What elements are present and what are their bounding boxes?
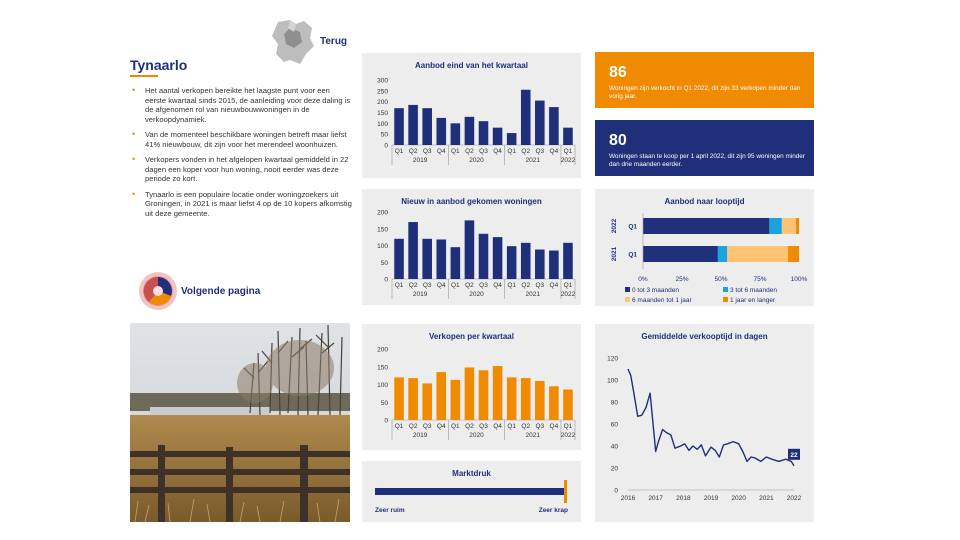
kpi-value: 80 bbox=[609, 132, 627, 149]
bar bbox=[535, 381, 545, 420]
x-tick-label: Q3 bbox=[479, 423, 488, 430]
x-tick-label: Q1 bbox=[563, 423, 573, 430]
x-group-label: 2019 bbox=[412, 291, 428, 298]
row-quarter-label: Q1 bbox=[628, 251, 637, 259]
x-tick-label: 100% bbox=[790, 276, 808, 283]
x-group-label: 2019 bbox=[412, 432, 428, 439]
bar bbox=[436, 372, 446, 420]
stacked-bar-segment bbox=[796, 218, 799, 234]
x-tick-label: Q1 bbox=[507, 148, 516, 155]
bar bbox=[521, 90, 531, 145]
x-group-label: 2022 bbox=[560, 291, 576, 298]
y-tick-label: 50 bbox=[380, 399, 388, 407]
y-tick-label: 20 bbox=[610, 465, 618, 473]
bar bbox=[479, 121, 489, 145]
bar bbox=[563, 389, 573, 420]
row-year-label: 2022 bbox=[611, 218, 618, 234]
chart-title: Verkopen per kwartaal bbox=[429, 332, 514, 341]
x-tick-label: Q4 bbox=[436, 148, 446, 155]
x-tick-label: 2020 bbox=[731, 495, 746, 502]
chart-aanbod bbox=[362, 53, 581, 178]
y-tick-label: 150 bbox=[377, 110, 388, 117]
page-title: Tynaarlo bbox=[130, 57, 188, 73]
stacked-bar-segment bbox=[769, 218, 781, 234]
x-tick-label: Q3 bbox=[422, 423, 432, 430]
chart-nieuw bbox=[362, 189, 581, 305]
stacked-bar-segment bbox=[788, 246, 799, 262]
x-tick-label: Q4 bbox=[549, 423, 559, 430]
x-tick-label: Q1 bbox=[563, 148, 573, 155]
y-tick-label: 0 bbox=[384, 417, 388, 425]
legend-swatch bbox=[625, 297, 630, 302]
bar bbox=[549, 386, 559, 420]
y-tick-label: 250 bbox=[377, 88, 388, 96]
legend-label: 0 tot 3 maanden bbox=[632, 287, 679, 294]
y-tick-label: 100 bbox=[377, 243, 388, 250]
bar bbox=[507, 377, 517, 420]
chart-title: Nieuw in aanbod gekomen woningen bbox=[401, 197, 542, 206]
bar bbox=[549, 251, 559, 279]
summary-list bbox=[130, 86, 352, 224]
province-map-icon bbox=[270, 18, 316, 66]
next-page-label: Volgende pagina bbox=[181, 286, 261, 297]
chart-looptijd bbox=[595, 189, 814, 306]
x-tick-label: Q4 bbox=[549, 148, 559, 155]
bar bbox=[408, 222, 418, 279]
x-tick-label: Q4 bbox=[493, 148, 502, 155]
bar bbox=[521, 243, 531, 279]
bar bbox=[394, 108, 404, 145]
y-tick-label: 200 bbox=[377, 209, 388, 217]
x-tick-label: Q2 bbox=[465, 148, 474, 155]
x-tick-label: 2017 bbox=[648, 495, 663, 502]
market-pressure-right-label: Zeer krap bbox=[538, 507, 568, 514]
x-group-label: 2019 bbox=[412, 157, 428, 164]
chart-panel-aanbod bbox=[362, 53, 581, 178]
y-tick-label: 0 bbox=[614, 487, 618, 495]
chart-title: Aanbod eind van het kwartaal bbox=[415, 61, 528, 70]
bar bbox=[465, 367, 475, 420]
y-tick-label: 0 bbox=[384, 276, 388, 284]
legend-label: 6 maanden tot 1 jaar bbox=[632, 297, 692, 304]
y-tick-label: 0 bbox=[384, 142, 388, 150]
bar bbox=[563, 243, 573, 279]
x-group-label: 2020 bbox=[469, 432, 484, 439]
bar bbox=[465, 220, 475, 279]
next-page-button[interactable] bbox=[137, 270, 287, 312]
summary-bullet: • Tynaarlo is een populaire locatie onder woningzoekers uit Groningen, in 2021 is maar liefst 4 op de 10 kopers afkomstig uit deze gemeente. bbox=[130, 190, 352, 219]
bar bbox=[493, 366, 503, 420]
series-line bbox=[628, 369, 794, 466]
bar bbox=[535, 101, 545, 145]
stacked-bar-segment bbox=[727, 246, 788, 262]
y-tick-label: 40 bbox=[610, 443, 618, 451]
x-tick-label: Q1 bbox=[451, 423, 460, 430]
bar bbox=[507, 133, 517, 145]
kpi-description: Woningen staan te koop per 1 april 2022, dit zijn 95 woningen minder dan drie maanden eerder. bbox=[609, 153, 805, 168]
x-tick-label: Q1 bbox=[563, 282, 573, 289]
chart-verkopen bbox=[362, 324, 581, 450]
y-tick-label: 150 bbox=[377, 226, 388, 234]
x-group-label: 2021 bbox=[525, 291, 541, 298]
y-tick-label: 100 bbox=[377, 120, 388, 128]
stacked-bar-segment bbox=[718, 246, 727, 262]
bar bbox=[408, 105, 418, 145]
x-tick-label: Q1 bbox=[507, 423, 516, 430]
x-tick-label: Q2 bbox=[408, 423, 418, 430]
market-pressure-marker bbox=[564, 480, 567, 503]
x-tick-label: Q4 bbox=[549, 282, 559, 289]
x-tick-label: Q4 bbox=[493, 423, 502, 430]
stacked-bar-segment bbox=[643, 246, 718, 262]
x-tick-label: Q3 bbox=[422, 282, 432, 289]
y-tick-label: 50 bbox=[380, 259, 388, 267]
legend-swatch bbox=[723, 297, 728, 302]
bar bbox=[535, 250, 545, 279]
bar bbox=[465, 117, 475, 145]
x-tick-label: Q2 bbox=[521, 148, 531, 155]
market-pressure-title: Marktdruk bbox=[452, 469, 491, 478]
y-tick-label: 120 bbox=[607, 355, 618, 363]
x-tick-label: Q4 bbox=[436, 423, 446, 430]
x-tick-label: Q2 bbox=[521, 423, 531, 430]
x-tick-label: 2018 bbox=[676, 495, 691, 502]
bar bbox=[436, 118, 446, 145]
x-tick-label: 2016 bbox=[620, 495, 636, 502]
kpi-stock-box bbox=[595, 120, 814, 176]
x-tick-label: Q1 bbox=[394, 282, 404, 289]
chart-panel-looptijd bbox=[595, 189, 814, 306]
bar bbox=[451, 123, 461, 145]
market-pressure-panel bbox=[362, 461, 581, 522]
summary-bullet: • Van de momenteel beschikbare woningen betreft maar liefst 41% nieuwbouw, dit zijn voor het merendeel woonhuizen. bbox=[130, 130, 352, 149]
legend-swatch bbox=[723, 287, 728, 292]
x-group-label: 2021 bbox=[525, 157, 541, 164]
x-tick-label: Q3 bbox=[422, 148, 432, 155]
chart-title: Aanbod naar looptijd bbox=[664, 197, 745, 206]
x-tick-label: Q1 bbox=[507, 282, 516, 289]
chart-verkooptijd bbox=[595, 324, 814, 522]
bar bbox=[563, 128, 573, 145]
title-underline bbox=[130, 75, 158, 77]
x-tick-label: Q4 bbox=[493, 282, 502, 289]
bar bbox=[394, 377, 404, 420]
y-tick-label: 80 bbox=[610, 399, 618, 407]
x-tick-label: 2022 bbox=[786, 495, 802, 502]
pie-chart-icon bbox=[137, 270, 179, 312]
bar bbox=[422, 383, 432, 420]
row-year-label: 2021 bbox=[611, 246, 618, 262]
summary-bullet: • Verkopers vonden in het afgelopen kwartaal gemiddeld in 22 dagen een koper voor hun woning, nooit eerder was deze periode zo kort. bbox=[130, 155, 352, 184]
x-tick-label: 50% bbox=[714, 276, 728, 283]
x-tick-label: Q3 bbox=[535, 282, 545, 289]
bar bbox=[507, 246, 517, 279]
bar bbox=[451, 247, 461, 279]
x-tick-label: Q3 bbox=[479, 148, 488, 155]
kpi-description: Woningen zijn verkocht in Q1 2022, dit zijn 33 verkopen minder dan vorig jaar. bbox=[609, 85, 801, 100]
x-tick-label: Q2 bbox=[408, 282, 418, 289]
x-tick-label: Q2 bbox=[521, 282, 531, 289]
bar bbox=[521, 378, 531, 420]
x-tick-label: 25% bbox=[675, 276, 689, 283]
x-tick-label: 75% bbox=[753, 276, 767, 283]
y-tick-label: 300 bbox=[377, 77, 388, 85]
x-tick-label: Q3 bbox=[535, 148, 545, 155]
x-group-label: 2020 bbox=[469, 291, 484, 298]
x-tick-label: Q3 bbox=[535, 423, 545, 430]
legend-label: 1 jaar en langer bbox=[730, 297, 776, 304]
chart-panel-nieuw bbox=[362, 189, 581, 305]
x-tick-label: Q1 bbox=[451, 148, 460, 155]
bar bbox=[549, 107, 559, 145]
x-tick-label: Q1 bbox=[394, 423, 404, 430]
x-tick-label: Q3 bbox=[479, 282, 488, 289]
bar bbox=[436, 239, 446, 279]
y-tick-label: 200 bbox=[377, 99, 388, 107]
chart-title: Gemiddelde verkooptijd in dagen bbox=[641, 332, 768, 341]
y-tick-label: 100 bbox=[377, 382, 388, 389]
bar bbox=[493, 237, 503, 279]
row-quarter-label: Q1 bbox=[628, 223, 637, 231]
x-tick-label: 2021 bbox=[759, 495, 774, 502]
bar bbox=[479, 370, 489, 420]
market-pressure-left-label: Zeer ruim bbox=[375, 507, 405, 514]
x-tick-label: Q1 bbox=[451, 282, 460, 289]
bar bbox=[394, 239, 404, 279]
x-group-label: 2022 bbox=[560, 432, 576, 439]
y-tick-label: 150 bbox=[377, 364, 388, 372]
bar bbox=[422, 108, 432, 145]
landscape-photo bbox=[130, 323, 350, 522]
back-link[interactable]: Terug bbox=[320, 36, 348, 47]
end-value-label: 22 bbox=[790, 451, 798, 459]
x-tick-label: Q4 bbox=[436, 282, 446, 289]
y-tick-label: 60 bbox=[610, 421, 618, 429]
legend-label: 3 tot 6 maanden bbox=[730, 287, 777, 294]
bar bbox=[479, 234, 489, 279]
x-tick-label: 2019 bbox=[703, 495, 719, 502]
x-tick-label: Q1 bbox=[394, 148, 404, 155]
bar bbox=[408, 378, 418, 420]
x-tick-label: 0% bbox=[638, 276, 648, 283]
x-group-label: 2021 bbox=[525, 432, 541, 439]
x-tick-label: Q2 bbox=[465, 282, 474, 289]
chart-panel-verkooptijd bbox=[595, 324, 814, 522]
summary-bullet: • Het aantal verkopen bereikte het laagste punt voor een eerste kwartaal sinds 2015, de aanleiding voor deze daling is de afgenomen rol van nieuwbouwwoningen in de verkoopdynamiek. bbox=[130, 86, 352, 124]
market-pressure-track bbox=[375, 488, 567, 495]
kpi-sales-box bbox=[595, 52, 814, 108]
stacked-bar-segment bbox=[643, 218, 769, 234]
y-tick-label: 100 bbox=[607, 377, 618, 385]
bar bbox=[493, 128, 503, 145]
chart-panel-verkopen bbox=[362, 324, 581, 450]
bar bbox=[422, 239, 432, 279]
x-group-label: 2020 bbox=[469, 157, 484, 164]
kpi-value: 86 bbox=[609, 64, 627, 81]
x-group-label: 2022 bbox=[560, 157, 576, 164]
x-tick-label: Q2 bbox=[408, 148, 418, 155]
y-tick-label: 200 bbox=[377, 346, 388, 354]
stacked-bar-segment bbox=[782, 218, 796, 234]
legend-swatch bbox=[625, 287, 630, 292]
x-tick-label: Q2 bbox=[465, 423, 474, 430]
bar bbox=[451, 380, 461, 420]
y-tick-label: 50 bbox=[380, 131, 388, 139]
